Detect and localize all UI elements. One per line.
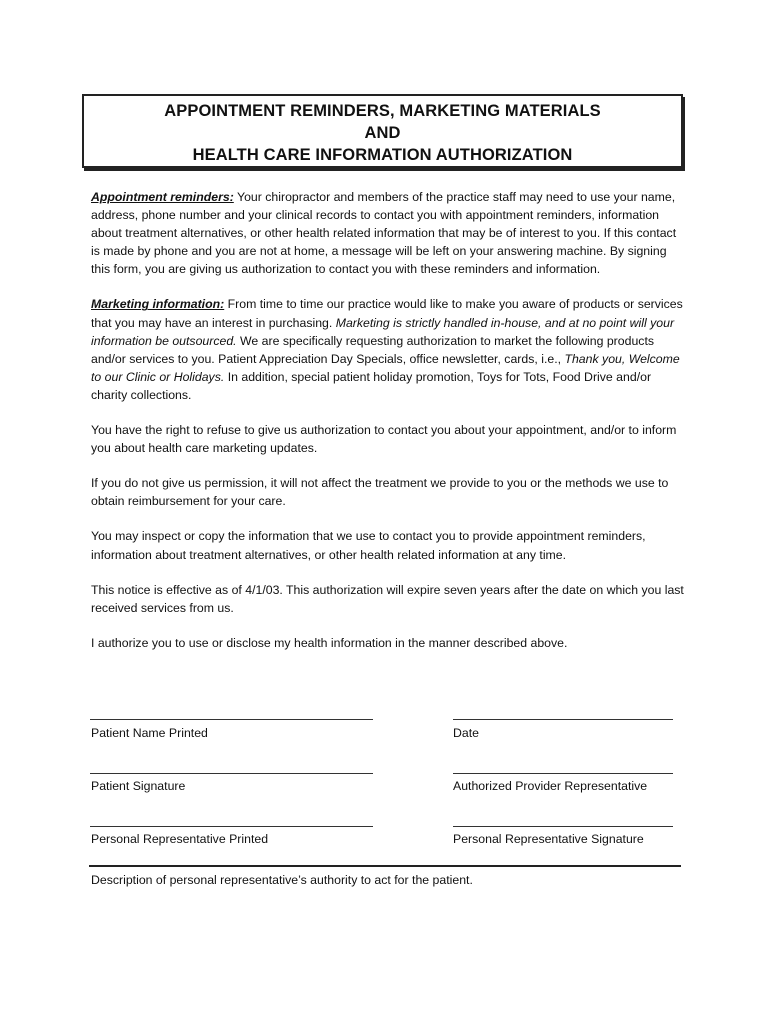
authority-description-line[interactable] — [89, 865, 681, 867]
personal-rep-printed-line[interactable] — [90, 826, 373, 827]
inspect-paragraph: You may inspect or copy the information that we use to contact you to provide appointment reminders, information about treatment alternatives, or other health related information at any time. — [91, 529, 646, 562]
permission-paragraph: If you do not give us permission, it will not affect the treatment we provide to you or the methods we use to obtain reimbursement for your care. — [91, 476, 669, 509]
patient-name-label: Patient Name Printed — [91, 726, 208, 740]
marketing-paragraph — [91, 295, 687, 404]
authorize-paragraph: I authorize you to use or disclose my health information in the manner described above. — [91, 635, 568, 650]
marketing-heading: Marketing information: — [91, 297, 225, 312]
patient-signature-line[interactable] — [90, 773, 373, 774]
marketing-italic-2: Thank you, Welcome to our Clinic or Holidays. — [91, 351, 680, 384]
provider-rep-label: Authorized Provider Representative — [453, 779, 648, 793]
appointment-text: Your chiropractor and members of the practice staff may need to use your name, address, phone number and your clinical records to contact you with appointment reminders, information about treatment alternatives, or other health related information that may be of interest to you. If this contact is made by phone and you are not at home, a message will be left on your answering machine. By signing this form, you are giving us authorization to contact you with these reminders and information. — [91, 190, 677, 277]
patient-name-line[interactable] — [90, 719, 373, 720]
refuse-paragraph: You have the right to refuse to give us authorization to contact you about your appointment, and/or to inform you about health care marketing updates. — [91, 423, 677, 456]
title-line-3: HEALTH CARE INFORMATION AUTHORIZATION — [192, 146, 573, 164]
marketing-text-2: We are specifically requesting authorization to market the following products and/or services to you. Patient Appreciation Day Specials, office newsletter, cards, i.e., — [91, 333, 655, 366]
appointment-paragraph — [91, 188, 687, 278]
title-line-1: APPOINTMENT REMINDERS, MARKETING MATERIALS — [164, 102, 601, 120]
marketing-text-3: In addition, special patient holiday promotion, Toys for Tots, Food Drive and/or charity collections. — [91, 369, 652, 402]
personal-rep-signature-line[interactable] — [453, 826, 673, 827]
date-line[interactable] — [453, 719, 673, 720]
personal-rep-printed-label: Personal Representative Printed — [91, 832, 269, 846]
title-line-2: AND — [364, 124, 401, 142]
authority-description-label: Description of personal representative’s authority to act for the patient. — [91, 873, 473, 887]
effective-paragraph: This notice is effective as of 4/1/03. This authorization will expire seven years after the date on which you last received services from us. — [91, 582, 684, 615]
marketing-text-1: From time to time our practice would like to make you aware of products or services that you may have an interest in purchasing. — [91, 297, 683, 330]
patient-signature-label: Patient Signature — [91, 779, 186, 793]
provider-rep-line[interactable] — [453, 773, 673, 774]
form-body — [91, 188, 687, 669]
form-title-box — [82, 94, 683, 168]
date-label: Date — [453, 726, 479, 740]
appointment-heading: Appointment reminders: — [91, 190, 234, 204]
marketing-italic-1: Marketing is strictly handled in-house, and at no point will your information be outsourced. — [91, 315, 675, 348]
personal-rep-signature-label: Personal Representative Signature — [453, 832, 644, 846]
